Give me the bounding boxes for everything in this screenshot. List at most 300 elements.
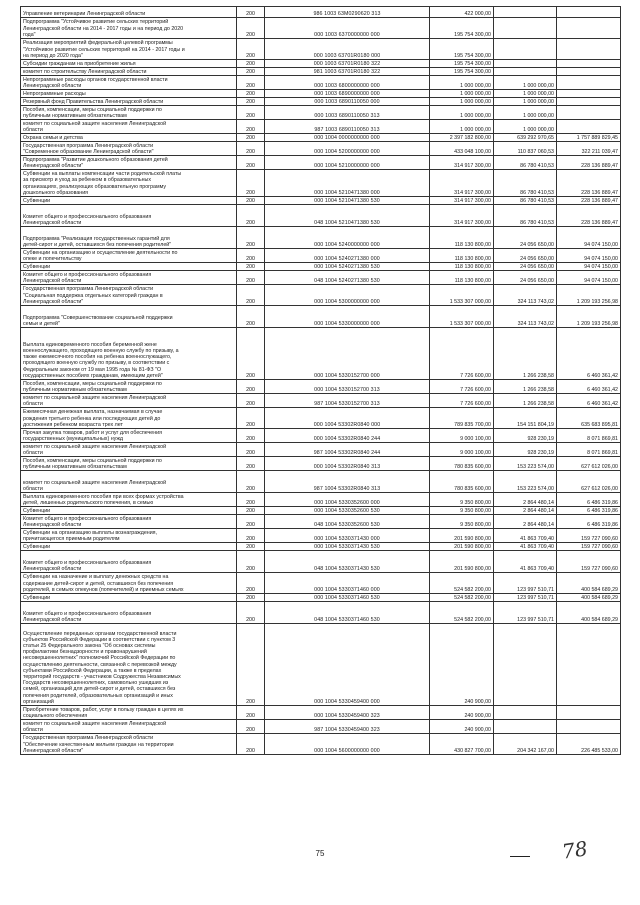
row-code: 200 xyxy=(237,408,265,429)
table-row xyxy=(21,106,621,120)
row-name: Пособия, компенсации, меры социальной поддержки по публичным нормативным обязательствам xyxy=(21,380,237,394)
row-name: Приобретение товаров, работ, услуг в пользу граждан в целях их социального обеспечения xyxy=(21,706,237,720)
row-executed: 24 056 650,00 xyxy=(494,263,557,271)
table-row xyxy=(21,720,621,734)
row-code: 200 xyxy=(237,507,265,515)
row-kbk: 000 1004 5210471380 000 xyxy=(265,170,430,197)
row-code: 200 xyxy=(237,68,265,76)
table-row xyxy=(21,551,621,573)
row-remaining: 159 727 090,60 xyxy=(557,543,621,551)
table-row xyxy=(21,98,621,106)
row-approved: 118 130 800,00 xyxy=(430,249,494,263)
row-remaining: 94 074 150,00 xyxy=(557,227,621,249)
row-code: 200 xyxy=(237,573,265,594)
row-name: Подпрограмма "Развитие дошкольного образования детей Ленинградской области" xyxy=(21,156,237,170)
row-name: Комитет общего и профессионального образования Ленинградской области xyxy=(21,271,237,285)
row-approved: 118 130 800,00 xyxy=(430,227,494,249)
table-row xyxy=(21,170,621,197)
row-approved: 201 590 800,00 xyxy=(430,543,494,551)
row-name: комитет по социальной защите населения Ленинградской области xyxy=(21,471,237,493)
row-approved: 195 754 300,00 xyxy=(430,39,494,60)
row-executed: 24 056 650,00 xyxy=(494,227,557,249)
table-row xyxy=(21,706,621,720)
row-executed: 41 863 709,40 xyxy=(494,551,557,573)
row-code: 200 xyxy=(237,170,265,197)
row-remaining: 6 460 361,42 xyxy=(557,328,621,380)
row-executed: 86 780 410,53 xyxy=(494,205,557,227)
row-kbk: 000 1003 6800000000 000 xyxy=(265,76,430,90)
row-remaining: 6 486 319,86 xyxy=(557,493,621,507)
row-name: комитет по социальной защите населения Ленинградской области xyxy=(21,443,237,457)
row-code: 200 xyxy=(237,18,265,39)
table-row xyxy=(21,271,621,285)
table-row xyxy=(21,515,621,529)
row-remaining xyxy=(557,18,621,39)
row-executed: 928 230,19 xyxy=(494,429,557,443)
row-remaining xyxy=(557,720,621,734)
row-approved: 789 835 700,00 xyxy=(430,408,494,429)
row-approved: 240 900,00 xyxy=(430,624,494,706)
row-approved: 195 754 300,00 xyxy=(430,60,494,68)
row-executed: 153 223 574,00 xyxy=(494,471,557,493)
row-kbk: 981 1003 63701R0180 322 xyxy=(265,68,430,76)
row-remaining: 94 074 150,00 xyxy=(557,263,621,271)
row-approved: 1 000 000,00 xyxy=(430,76,494,90)
table-row xyxy=(21,602,621,624)
row-name: Государственная программа Ленинградской области "Обеспечение качественным жильем граждан на территории Ленинградской области" xyxy=(21,734,237,755)
row-name: комитет по социальной защите населения Ленинградской области xyxy=(21,120,237,134)
row-remaining: 627 612 026,00 xyxy=(557,457,621,471)
row-code: 200 xyxy=(237,551,265,573)
row-code: 200 xyxy=(237,249,265,263)
table-row xyxy=(21,493,621,507)
row-remaining: 228 136 889,47 xyxy=(557,197,621,205)
row-kbk: 048 1004 5210471380 530 xyxy=(265,205,430,227)
row-code: 200 xyxy=(237,394,265,408)
row-remaining: 400 584 689,29 xyxy=(557,602,621,624)
row-executed: 41 863 709,40 xyxy=(494,543,557,551)
row-approved: 118 130 800,00 xyxy=(430,263,494,271)
row-executed: 639 292 970,65 xyxy=(494,134,557,142)
row-name: Комитет общего и профессионального образования Ленинградской области xyxy=(21,515,237,529)
row-name: Осуществление переданных органам государственной власти субъектов Российской Федерации в соответствии с пунктом 3 статьи 25 Федерального закона "Об основах системы профилактики безнадзорности и правонарушений несовершеннолетних" полномочий Российской Федерации по осуществлению деятельности, связанной с перевозкой между субъектами Российской Федерации, а также в пределах территорий государств - участников Содружества Независимых Государств несовершеннолетних, самовольно ушедших из семей, организаций для детей-сирот и детей, оставшихся без попечения родителей, образовательных организаций и иных организаций xyxy=(21,624,237,706)
table-row xyxy=(21,408,621,429)
row-kbk: 000 1004 5200000000 000 xyxy=(265,142,430,156)
table-row xyxy=(21,734,621,755)
row-kbk: 000 1004 5210000000 000 xyxy=(265,156,430,170)
row-name: Субвенции на выплаты компенсации части родительской платы за присмотр и уход за ребенком в образовательных организациях, реализующих образовательную программу дошкольного образования xyxy=(21,170,237,197)
row-approved: 7 726 600,00 xyxy=(430,380,494,394)
row-executed: 1 266 238,58 xyxy=(494,328,557,380)
row-kbk: 987 1003 6890110050 313 xyxy=(265,120,430,134)
row-approved: 2 397 182 800,00 xyxy=(430,134,494,142)
row-name: Субсидии гражданам на приобретение жилья xyxy=(21,60,237,68)
row-approved: 1 000 000,00 xyxy=(430,90,494,98)
table-row xyxy=(21,76,621,90)
row-approved: 9 350 800,00 xyxy=(430,493,494,507)
table-row xyxy=(21,197,621,205)
row-remaining xyxy=(557,106,621,120)
table-row xyxy=(21,380,621,394)
row-approved: 314 917 300,00 xyxy=(430,170,494,197)
row-kbk: 000 1004 5330459400 323 xyxy=(265,706,430,720)
row-name: Комитет общего и профессионального образования Ленинградской области xyxy=(21,205,237,227)
table-row xyxy=(21,60,621,68)
row-approved: 9 000 100,00 xyxy=(430,429,494,443)
row-kbk: 000 1004 5330000000 000 xyxy=(265,306,430,328)
budget-table-body xyxy=(21,7,621,755)
table-row xyxy=(21,249,621,263)
row-kbk: 000 1004 5330371460 000 xyxy=(265,573,430,594)
row-name: Субвенции xyxy=(21,507,237,515)
row-approved: 780 835 600,00 xyxy=(430,457,494,471)
row-name: Ежемесячная денежная выплата, назначаемая в случае рождения третьего ребенка или последующих детей до достижения ребенком возраста трех лет xyxy=(21,408,237,429)
row-kbk: 000 1004 5210471380 530 xyxy=(265,197,430,205)
row-approved: 314 917 300,00 xyxy=(430,205,494,227)
row-approved: 9 350 800,00 xyxy=(430,507,494,515)
row-code: 200 xyxy=(237,429,265,443)
row-kbk: 000 1004 5240271380 000 xyxy=(265,249,430,263)
row-approved: 201 590 800,00 xyxy=(430,551,494,573)
table-row xyxy=(21,90,621,98)
row-approved: 1 533 307 000,00 xyxy=(430,306,494,328)
row-name: Государственная программа Ленинградской области "Современное образование Ленинградской области" xyxy=(21,142,237,156)
row-kbk: 000 1004 0000000000 000 xyxy=(265,134,430,142)
row-executed: 86 780 410,53 xyxy=(494,197,557,205)
table-row xyxy=(21,285,621,306)
row-code: 200 xyxy=(237,76,265,90)
row-code: 200 xyxy=(237,706,265,720)
row-kbk: 000 1004 5330371430 000 xyxy=(265,529,430,543)
row-executed xyxy=(494,706,557,720)
table-row xyxy=(21,394,621,408)
row-name: Выплата единовременного пособия при всех формах устройства детей, лишенных родительского попечения, в семью xyxy=(21,493,237,507)
row-kbk: 000 1004 5240271380 530 xyxy=(265,263,430,271)
row-remaining: 322 211 039,47 xyxy=(557,142,621,156)
row-executed: 24 056 650,00 xyxy=(494,249,557,263)
row-remaining: 94 074 150,00 xyxy=(557,249,621,263)
row-kbk: 000 1004 5240000000 000 xyxy=(265,227,430,249)
row-code: 200 xyxy=(237,529,265,543)
row-code: 200 xyxy=(237,263,265,271)
row-name: Непрограммные расходы xyxy=(21,90,237,98)
table-row xyxy=(21,457,621,471)
row-remaining: 1 209 193 256,98 xyxy=(557,285,621,306)
row-executed xyxy=(494,60,557,68)
row-code: 200 xyxy=(237,457,265,471)
row-executed xyxy=(494,39,557,60)
row-approved: 422 000,00 xyxy=(430,7,494,18)
row-approved: 118 130 800,00 xyxy=(430,271,494,285)
table-row xyxy=(21,328,621,380)
row-code: 200 xyxy=(237,156,265,170)
row-name: Прочая закупка товаров, работ и услуг для обеспечения государственных (муниципальных) нужд xyxy=(21,429,237,443)
row-approved: 240 900,00 xyxy=(430,720,494,734)
row-name: Субвенции xyxy=(21,197,237,205)
row-executed: 86 780 410,53 xyxy=(494,170,557,197)
row-kbk: 000 1004 5330459400 000 xyxy=(265,624,430,706)
row-name: Подпрограмма "Совершенствование социальной поддержки семьи и детей" xyxy=(21,306,237,328)
row-approved: 201 590 800,00 xyxy=(430,529,494,543)
row-kbk: 000 1004 53302R0840 000 xyxy=(265,408,430,429)
row-approved: 430 827 700,00 xyxy=(430,734,494,755)
row-executed: 1 000 000,00 xyxy=(494,106,557,120)
row-kbk: 000 1003 6890110050 000 xyxy=(265,98,430,106)
row-executed: 1 266 238,58 xyxy=(494,394,557,408)
table-row xyxy=(21,120,621,134)
row-executed: 110 837 060,53 xyxy=(494,142,557,156)
table-row xyxy=(21,227,621,249)
row-remaining xyxy=(557,68,621,76)
row-name: Субвенции на назначение и выплату денежных средств на содержание детей-сирот и детей, оставшихся без попечения родителей, в семьях опекунов (попечителей) и приемных семьях xyxy=(21,573,237,594)
row-name: Пособия, компенсации, меры социальной поддержки по публичным нормативным обязательствам xyxy=(21,106,237,120)
row-executed: 204 342 167,00 xyxy=(494,734,557,755)
row-name: комитет по строительству Ленинградской области xyxy=(21,68,237,76)
row-approved: 1 533 307 000,00 xyxy=(430,285,494,306)
table-row xyxy=(21,263,621,271)
row-remaining: 159 727 090,60 xyxy=(557,551,621,573)
report-sheet xyxy=(20,6,620,755)
row-name: комитет по социальной защите населения Ленинградской области xyxy=(21,394,237,408)
row-kbk: 000 1003 6890000000 000 xyxy=(265,90,430,98)
table-row xyxy=(21,18,621,39)
row-approved: 524 582 200,00 xyxy=(430,594,494,602)
table-row xyxy=(21,443,621,457)
row-code: 200 xyxy=(237,142,265,156)
row-code: 200 xyxy=(237,120,265,134)
row-code: 200 xyxy=(237,624,265,706)
row-code: 200 xyxy=(237,720,265,734)
row-remaining xyxy=(557,624,621,706)
row-remaining: 635 683 895,81 xyxy=(557,408,621,429)
row-kbk: 000 1003 6890110050 313 xyxy=(265,106,430,120)
row-name: Выплата единовременного пособия беременной жене военнослужащего, проходящего военную службу по призыву, а также ежемесячного пособия на ребенка военнослужащего, проходящего военную службу по призыву, в соответствии с Федеральным законом от 19 мая 1995 года № 81-ФЗ "О государственных пособиях гражданам, имеющим детей" xyxy=(21,328,237,380)
row-executed: 1 266 238,58 xyxy=(494,380,557,394)
row-remaining: 8 071 869,81 xyxy=(557,429,621,443)
row-approved: 1 000 000,00 xyxy=(430,120,494,134)
row-approved: 314 917 300,00 xyxy=(430,156,494,170)
row-remaining: 1 757 889 829,45 xyxy=(557,134,621,142)
row-executed: 1 000 000,00 xyxy=(494,98,557,106)
row-name: Субвенции на организацию и осуществление деятельности по опеке и попечительству xyxy=(21,249,237,263)
row-remaining: 8 071 869,81 xyxy=(557,443,621,457)
row-remaining xyxy=(557,60,621,68)
row-approved: 524 582 200,00 xyxy=(430,602,494,624)
row-kbk: 987 1004 53302R0840 313 xyxy=(265,471,430,493)
row-name: Подпрограмма "Реализация государственных гарантий для детей-сирот и детей, оставшихся без попечения родителей" xyxy=(21,227,237,249)
table-row xyxy=(21,134,621,142)
row-approved: 9 350 800,00 xyxy=(430,515,494,529)
row-name: Управление ветеринарии Ленинградской области xyxy=(21,7,237,18)
row-code: 200 xyxy=(237,471,265,493)
row-code: 200 xyxy=(237,328,265,380)
row-kbk: 000 1004 5330371460 530 xyxy=(265,594,430,602)
row-code: 200 xyxy=(237,106,265,120)
row-executed: 123 997 510,71 xyxy=(494,602,557,624)
row-approved: 1 000 000,00 xyxy=(430,106,494,120)
row-remaining: 226 485 533,00 xyxy=(557,734,621,755)
row-kbk: 987 1004 5330152700 313 xyxy=(265,394,430,408)
row-code: 200 xyxy=(237,734,265,755)
row-name: Реализация мероприятий федеральной целевой программы "Устойчивое развитие сельских территорий на 2014 - 2017 годы и на период до 2020 года" xyxy=(21,39,237,60)
row-code: 200 xyxy=(237,306,265,328)
row-approved: 7 726 600,00 xyxy=(430,328,494,380)
row-remaining xyxy=(557,76,621,90)
row-code: 200 xyxy=(237,98,265,106)
row-kbk: 000 1004 5330152700 000 xyxy=(265,328,430,380)
row-remaining xyxy=(557,98,621,106)
table-row xyxy=(21,573,621,594)
table-row xyxy=(21,594,621,602)
row-approved: 524 582 200,00 xyxy=(430,573,494,594)
row-approved: 433 048 100,00 xyxy=(430,142,494,156)
row-remaining: 627 612 026,00 xyxy=(557,471,621,493)
page-number: 75 xyxy=(315,849,325,858)
budget-table xyxy=(20,6,621,755)
row-executed xyxy=(494,7,557,18)
row-name: комитет по социальной защите населения Ленинградской области xyxy=(21,720,237,734)
row-code: 200 xyxy=(237,39,265,60)
row-kbk: 000 1004 5330152700 313 xyxy=(265,380,430,394)
row-remaining: 228 136 889,47 xyxy=(557,205,621,227)
table-row xyxy=(21,471,621,493)
row-code: 200 xyxy=(237,594,265,602)
row-executed: 2 864 480,14 xyxy=(494,493,557,507)
row-name: Государственная программа Ленинградской области "Социальная поддержка отдельных категорий граждан в Ленинградской области" xyxy=(21,285,237,306)
row-kbk: 048 1004 5330371460 530 xyxy=(265,602,430,624)
row-remaining: 1 209 193 256,98 xyxy=(557,306,621,328)
row-remaining: 94 074 150,00 xyxy=(557,271,621,285)
row-name: Комитет общего и профессионального образования Ленинградской области xyxy=(21,602,237,624)
row-kbk: 000 1003 63701R0180 322 xyxy=(265,60,430,68)
table-row xyxy=(21,142,621,156)
row-remaining: 400 584 689,29 xyxy=(557,594,621,602)
row-approved: 240 900,00 xyxy=(430,706,494,720)
table-row xyxy=(21,68,621,76)
row-executed xyxy=(494,68,557,76)
row-executed: 86 780 410,53 xyxy=(494,156,557,170)
row-kbk: 000 1003 6370000000 000 xyxy=(265,18,430,39)
row-kbk: 987 1004 5330459400 323 xyxy=(265,720,430,734)
row-code: 200 xyxy=(237,197,265,205)
table-row xyxy=(21,205,621,227)
handwritten-mark: 78 xyxy=(560,836,589,864)
row-executed: 41 863 709,40 xyxy=(494,529,557,543)
table-row xyxy=(21,529,621,543)
row-executed: 24 056 650,00 xyxy=(494,271,557,285)
row-executed: 1 000 000,00 xyxy=(494,120,557,134)
row-kbk: 000 1004 53302R0840 244 xyxy=(265,429,430,443)
row-executed: 2 864 480,14 xyxy=(494,507,557,515)
row-code: 200 xyxy=(237,7,265,18)
row-code: 200 xyxy=(237,443,265,457)
row-code: 200 xyxy=(237,60,265,68)
row-executed: 324 113 743,02 xyxy=(494,306,557,328)
row-executed: 1 000 000,00 xyxy=(494,90,557,98)
row-approved: 314 917 300,00 xyxy=(430,197,494,205)
table-row xyxy=(21,624,621,706)
table-row xyxy=(21,7,621,18)
row-executed xyxy=(494,720,557,734)
row-remaining xyxy=(557,120,621,134)
row-kbk: 000 1003 63701R0180 000 xyxy=(265,39,430,60)
row-remaining: 159 727 090,60 xyxy=(557,529,621,543)
row-name: Комитет общего и профессионального образования Ленинградской области xyxy=(21,551,237,573)
table-row xyxy=(21,306,621,328)
row-executed: 123 997 510,71 xyxy=(494,573,557,594)
row-code: 200 xyxy=(237,90,265,98)
row-remaining xyxy=(557,7,621,18)
row-code: 200 xyxy=(237,285,265,306)
row-name: Охрана семьи и детства xyxy=(21,134,237,142)
row-code: 200 xyxy=(237,493,265,507)
row-executed: 1 000 000,00 xyxy=(494,76,557,90)
row-executed: 2 864 480,14 xyxy=(494,515,557,529)
row-executed: 928 230,19 xyxy=(494,443,557,457)
row-remaining: 228 136 889,47 xyxy=(557,170,621,197)
row-executed: 154 151 804,19 xyxy=(494,408,557,429)
row-code: 200 xyxy=(237,227,265,249)
row-executed xyxy=(494,18,557,39)
row-name: Субвенции xyxy=(21,263,237,271)
row-kbk: 000 1004 5330352600 530 xyxy=(265,507,430,515)
row-approved: 9 000 100,00 xyxy=(430,443,494,457)
row-approved: 195 754 300,00 xyxy=(430,18,494,39)
row-name: Подпрограмма "Устойчивое развитие сельских территорий Ленинградской области на 2014 - 2017 годы и на период до 2020 года" xyxy=(21,18,237,39)
row-code: 200 xyxy=(237,515,265,529)
row-code: 200 xyxy=(237,543,265,551)
row-kbk: 987 1004 53302R0840 244 xyxy=(265,443,430,457)
row-code: 200 xyxy=(237,380,265,394)
table-row xyxy=(21,156,621,170)
row-remaining: 6 486 319,86 xyxy=(557,507,621,515)
row-kbk: 000 1004 5330352600 000 xyxy=(265,493,430,507)
table-row xyxy=(21,543,621,551)
row-executed: 324 113 743,02 xyxy=(494,285,557,306)
row-kbk: 048 1004 5330371430 530 xyxy=(265,551,430,573)
row-name: Непрограммные расходы органов государственной власти Ленинградской области xyxy=(21,76,237,90)
table-row xyxy=(21,39,621,60)
row-approved: 195 754 300,00 xyxy=(430,68,494,76)
table-row xyxy=(21,507,621,515)
row-remaining xyxy=(557,90,621,98)
table-row xyxy=(21,429,621,443)
row-kbk: 000 1004 5330371430 530 xyxy=(265,543,430,551)
row-name: Субвенции на организацию выплаты вознаграждения, причитающегося приемным родителям xyxy=(21,529,237,543)
row-name: Субвенции xyxy=(21,594,237,602)
row-name: Субвенции xyxy=(21,543,237,551)
row-code: 200 xyxy=(237,205,265,227)
row-code: 200 xyxy=(237,134,265,142)
row-remaining: 6 460 361,42 xyxy=(557,394,621,408)
row-kbk: 986 1003 63М0290620 313 xyxy=(265,7,430,18)
row-approved: 1 000 000,00 xyxy=(430,98,494,106)
row-remaining xyxy=(557,706,621,720)
row-kbk: 048 1004 5330352600 530 xyxy=(265,515,430,529)
row-remaining: 6 460 361,42 xyxy=(557,380,621,394)
row-remaining xyxy=(557,39,621,60)
row-name: Пособия, компенсации, меры социальной поддержки по публичным нормативным обязательствам xyxy=(21,457,237,471)
row-kbk: 000 1004 53302R0840 313 xyxy=(265,457,430,471)
row-kbk: 000 1004 5300000000 000 xyxy=(265,285,430,306)
row-executed: 153 223 574,00 xyxy=(494,457,557,471)
row-name: Резервный фонд Правительства Ленинградской области xyxy=(21,98,237,106)
row-executed: 123 997 510,71 xyxy=(494,594,557,602)
row-code: 200 xyxy=(237,602,265,624)
signature-dash xyxy=(510,856,530,857)
row-approved: 780 835 600,00 xyxy=(430,471,494,493)
row-remaining: 6 486 319,86 xyxy=(557,515,621,529)
